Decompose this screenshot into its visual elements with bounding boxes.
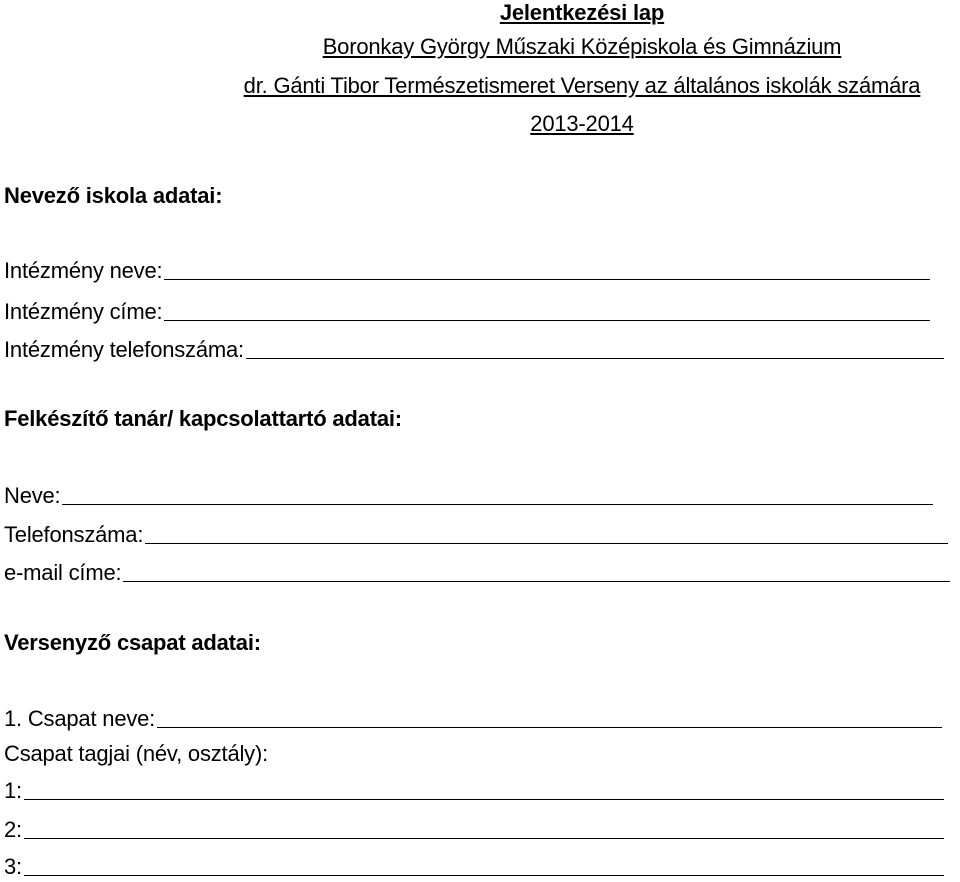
team-member-1-field[interactable] [4, 774, 944, 804]
school-section-title: Nevező iskola adatai: [4, 183, 223, 208]
team-member-2-label: 2: [4, 817, 22, 842]
institution-name-label: Intézmény neve: [4, 258, 163, 283]
competition-name: dr. Gánti Tibor Természetismeret Verseny az általános iskolák számára [243, 73, 921, 98]
teacher-name-label: Neve: [4, 483, 61, 508]
team-member-1-input-line[interactable] [24, 799, 944, 800]
team-member-3-input-line[interactable] [24, 875, 944, 876]
teacher-phone-input-line[interactable] [145, 543, 948, 544]
team-members-label: Csapat tagjai (név, osztály): [4, 741, 269, 766]
institution-address-input-line[interactable] [164, 320, 930, 321]
institution-phone-label: Intézmény telefonszáma: [4, 337, 244, 362]
team-section-title: Versenyző csapat adatai: [4, 630, 261, 655]
team-member-2-field[interactable] [4, 813, 944, 843]
teacher-email-label: e-mail címe: [4, 560, 122, 585]
team-member-1-label: 1: [4, 778, 22, 803]
institution-address-label: Intézmény címe: [4, 299, 163, 324]
team-name-label: 1. Csapat neve: [4, 706, 156, 731]
teacher-phone-field[interactable] [4, 518, 948, 548]
school-year: 2013-2014 [530, 111, 634, 136]
teacher-name-input-line[interactable] [62, 504, 933, 505]
school-name: Boronkay György Műszaki Középiskola és Gimnázium [322, 34, 842, 59]
teacher-name-field[interactable] [4, 479, 933, 509]
teacher-phone-label: Telefonszáma: [4, 522, 144, 547]
team-name-input-line[interactable] [157, 727, 942, 728]
institution-address-field[interactable] [4, 295, 930, 325]
team-name-field[interactable] [4, 702, 942, 732]
institution-name-field[interactable] [4, 254, 930, 284]
team-member-3-field[interactable] [4, 850, 944, 880]
teacher-section-title: Felkészítő tanár/ kapcsolattartó adatai: [4, 406, 402, 431]
teacher-email-input-line[interactable] [123, 581, 950, 582]
form-title: Jelentkezési lap [499, 0, 665, 25]
institution-phone-field[interactable] [4, 333, 944, 363]
teacher-email-field[interactable] [4, 556, 950, 586]
institution-phone-input-line[interactable] [246, 358, 944, 359]
team-member-3-label: 3: [4, 854, 22, 879]
institution-name-input-line[interactable] [164, 279, 930, 280]
team-member-2-input-line[interactable] [24, 838, 944, 839]
